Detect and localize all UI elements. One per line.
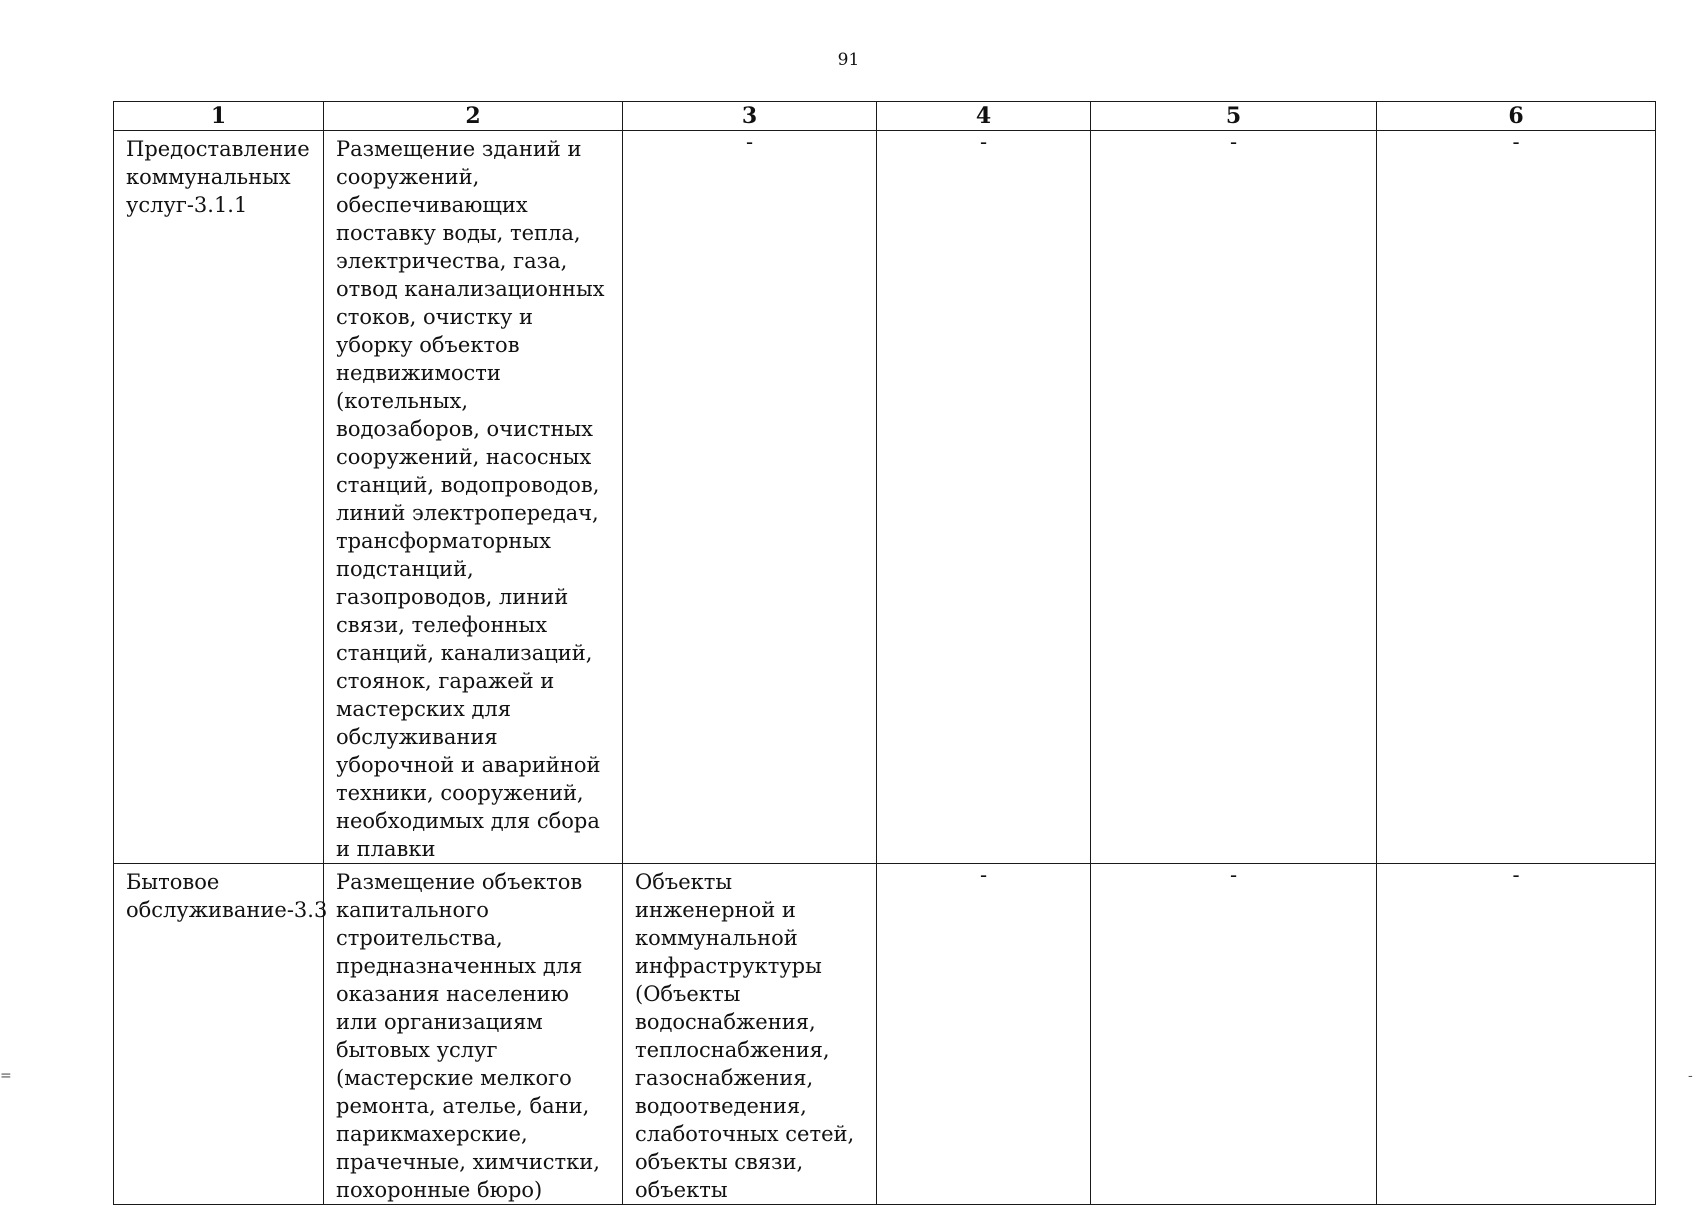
column-6-cell: - bbox=[1377, 864, 1656, 1205]
column-5-cell: - bbox=[1091, 131, 1377, 864]
column-3-cell bbox=[623, 864, 877, 1205]
column-header-4: 4 bbox=[877, 102, 1091, 131]
column-3-text: Объекты инженерной и коммунальной инфраструктуры (Объекты водоснабжения, теплоснабжения, газоснабжения, водоотведения, слаботочных сетей, объекты связи, объекты bbox=[635, 870, 855, 1202]
column-4-cell: - bbox=[877, 131, 1091, 864]
column-header-2: 2 bbox=[324, 102, 623, 131]
table-header-row bbox=[114, 102, 1656, 131]
column-header-1: 1 bbox=[114, 102, 324, 131]
column-header-5: 5 bbox=[1091, 102, 1377, 131]
land-use-description-cell: Размещение объектов капитального строительства, предназначенных для оказания населению или организациям бытовых услуг (мастерские мелкого ремонта, ателье, бани, парикмахерские, прачечные, химчистки, похоронные бюро) bbox=[324, 864, 623, 1205]
column-6-cell: - bbox=[1377, 131, 1656, 864]
table-row bbox=[114, 131, 1656, 864]
page-number: 91 bbox=[837, 50, 860, 70]
right-edge-mark: - bbox=[1688, 1068, 1693, 1084]
left-edge-mark: = bbox=[0, 1068, 12, 1084]
land-use-type-cell: Бытовое обслуживание-3.3 bbox=[114, 864, 324, 1205]
column-header-6: 6 bbox=[1377, 102, 1656, 131]
land-use-table bbox=[113, 101, 1656, 1205]
column-header-3: 3 bbox=[623, 102, 877, 131]
land-use-type-cell: Предоставление коммунальных услуг-3.1.1 bbox=[114, 131, 324, 864]
column-5-cell: - bbox=[1091, 864, 1377, 1205]
column-3-cell: - bbox=[623, 131, 877, 864]
land-use-description-cell: Размещение зданий и сооружений, обеспечивающих поставку воды, тепла, электричества, газа, отвод канализационных стоков, очистку и уборку объектов недвижимости (котельных, водозаборов, очистных сооружений, насосных станций, водопроводов, линий электропередач, трансформаторных подстанций, газопроводов, линий связи, телефонных станций, канализаций, стоянок, гаражей и мастерских для обслуживания уборочной и аварийной техники, сооружений, необходимых для сбора и плавки bbox=[324, 131, 623, 864]
column-4-cell: - bbox=[877, 864, 1091, 1205]
table-row bbox=[114, 864, 1656, 1205]
